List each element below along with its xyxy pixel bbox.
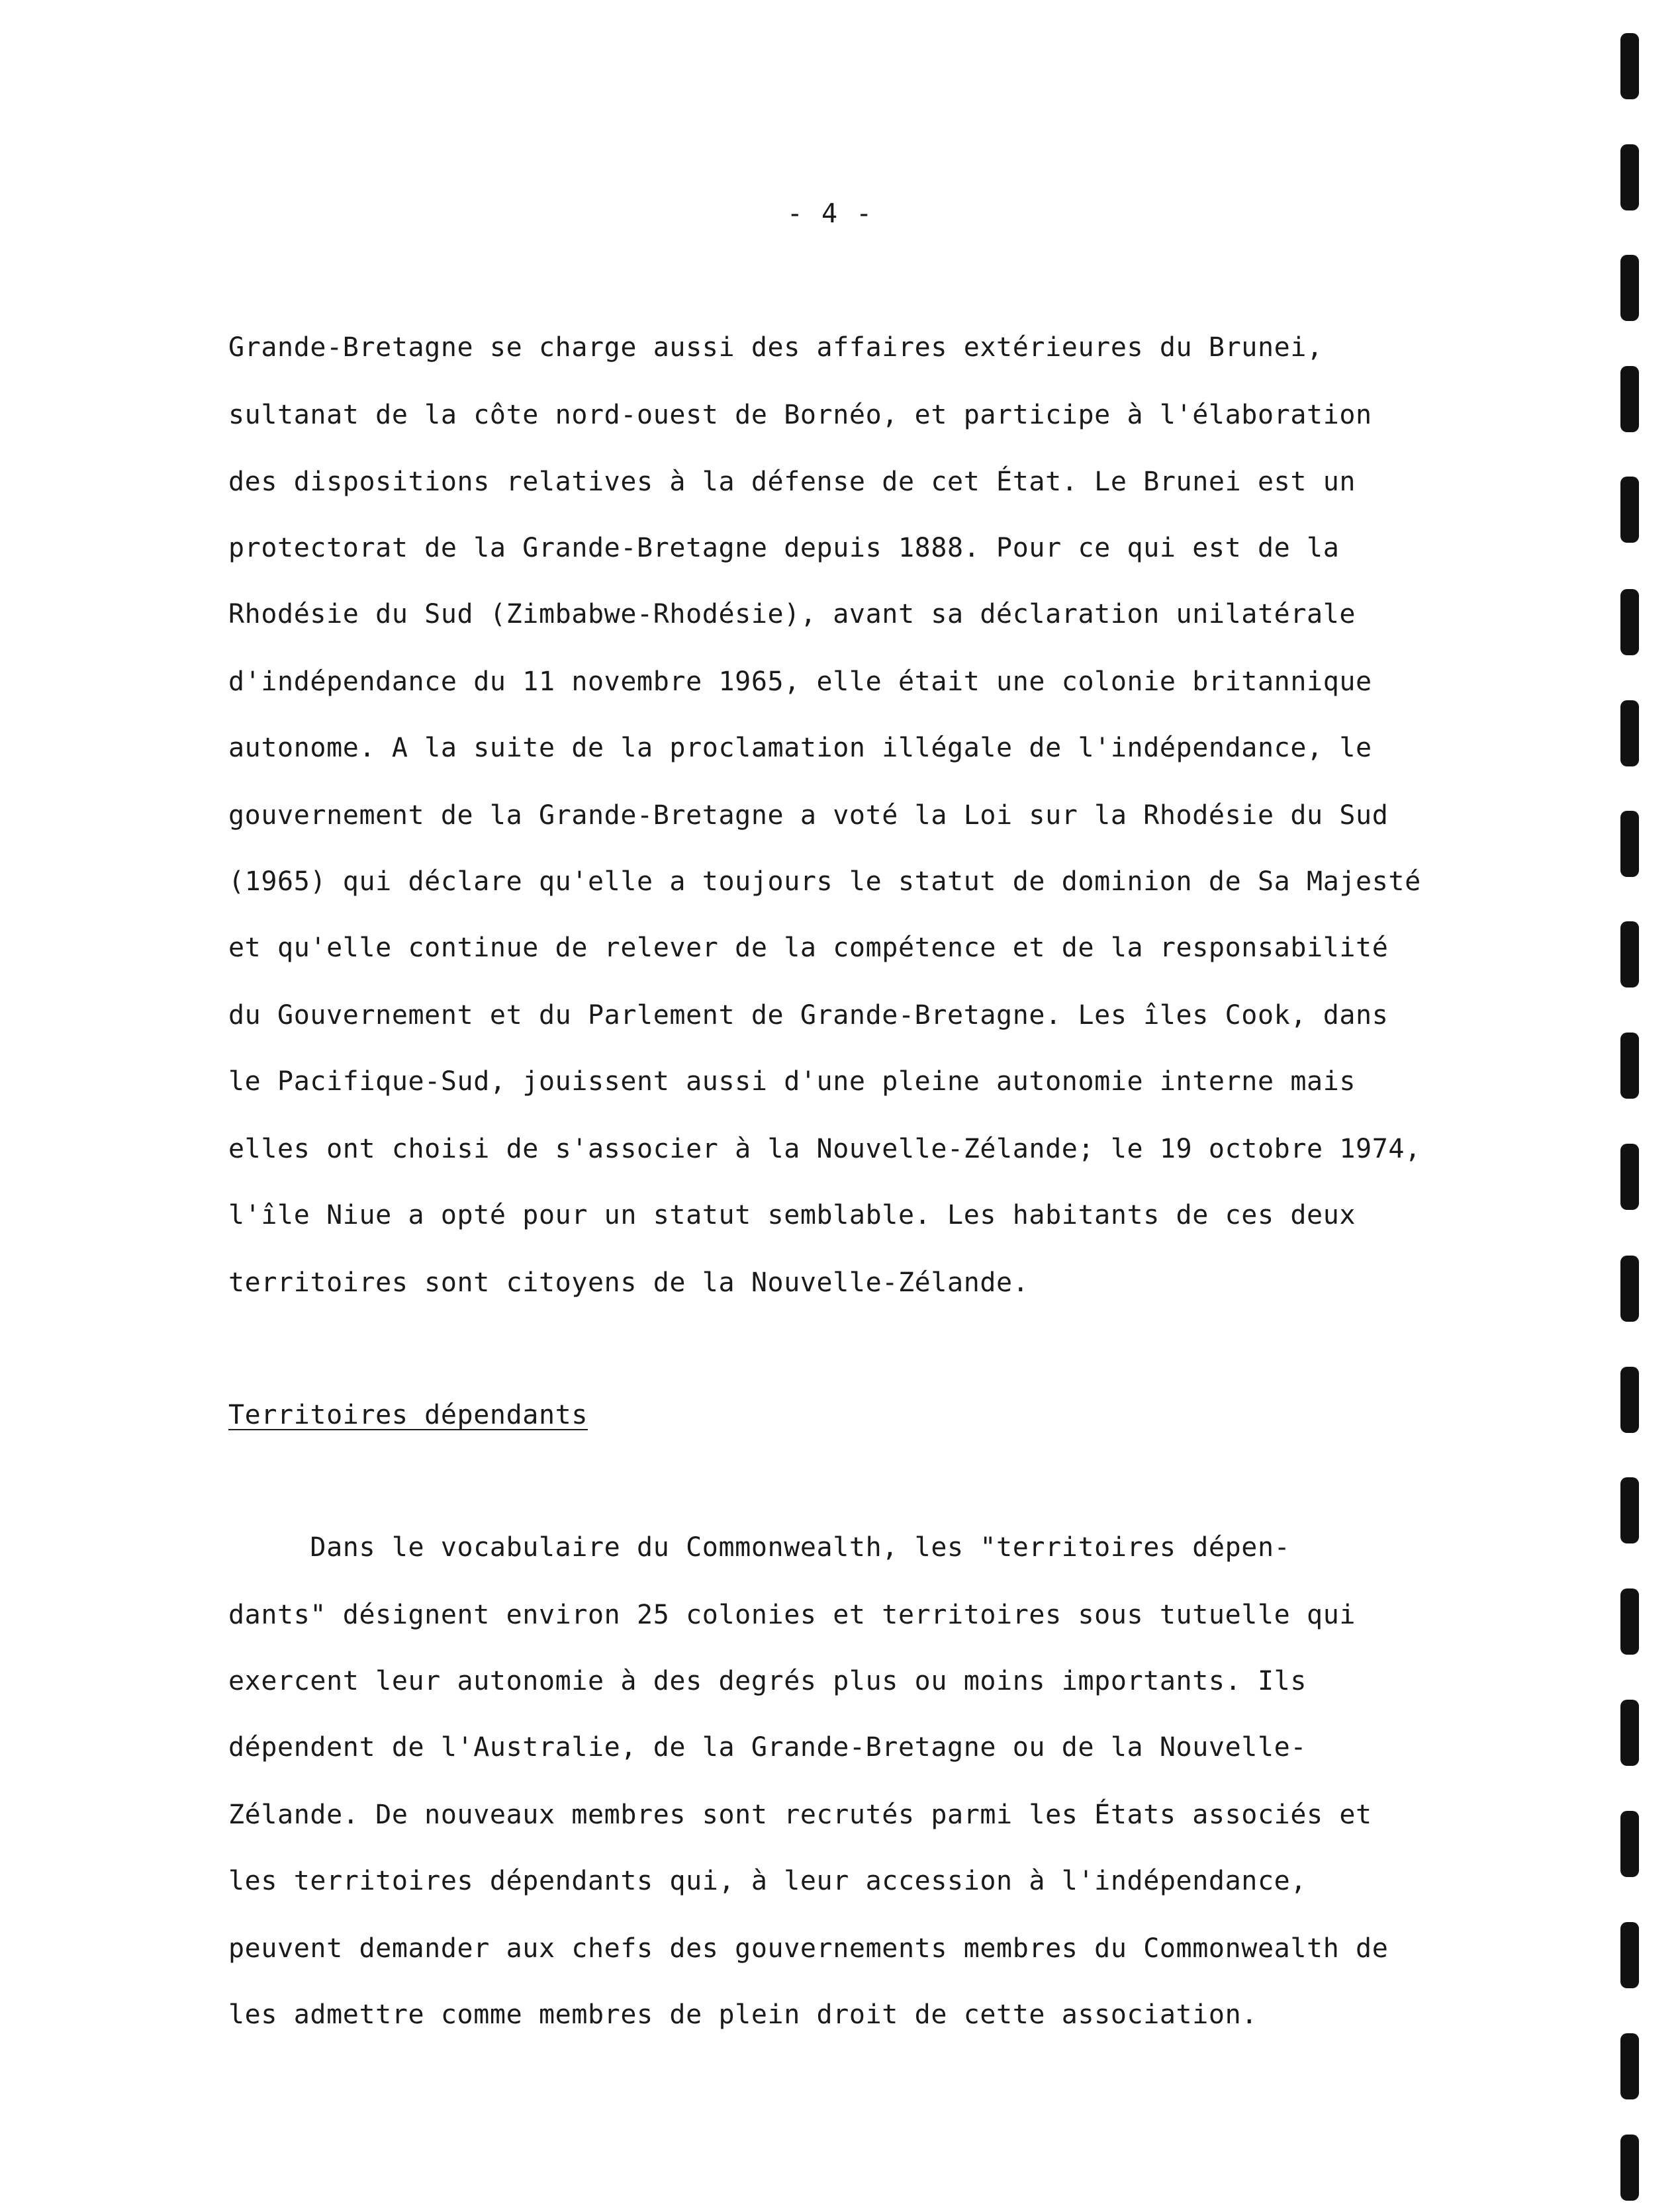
page-number-text: - 4 -	[786, 199, 874, 229]
text-line: autonome. A la suite de la proclamation illégale de l'indépendance, le	[228, 733, 1372, 763]
edge-mark	[1620, 477, 1639, 543]
edge-mark	[1620, 1700, 1639, 1766]
edge-mark	[1620, 1367, 1639, 1433]
text-line: sultanat de la côte nord-ouest de Bornéo, et participe à l'élaboration	[228, 400, 1372, 430]
edge-mark	[1620, 2135, 1639, 2201]
text-line: des dispositions relatives à la défense de cet État. Le Brunei est un	[228, 467, 1356, 497]
text-line: et qu'elle continue de relever de la compétence et de la responsabilité	[228, 933, 1389, 963]
edge-mark	[1620, 255, 1639, 321]
edge-mark	[1620, 921, 1639, 988]
text-line: d'indépendance du 11 novembre 1965, elle était une colonie britannique	[228, 666, 1372, 697]
edge-mark	[1620, 1033, 1639, 1099]
edge-mark	[1620, 589, 1639, 655]
text-line: peuvent demander aux chefs des gouvernements membres du Commonwealth de	[228, 1933, 1389, 1964]
edge-mark	[1620, 1256, 1639, 1322]
edge-mark	[1620, 1477, 1639, 1543]
text-line: du Gouvernement et du Parlement de Grande-Bretagne. Les îles Cook, dans	[228, 1000, 1389, 1031]
text-line: elles ont choisi de s'associer à la Nouvelle-Zélande; le 19 octobre 1974,	[228, 1134, 1421, 1164]
edge-mark	[1620, 1588, 1639, 1655]
edge-mark	[1620, 2033, 1639, 2099]
edge-mark	[1620, 33, 1639, 99]
text-line: Grande-Bretagne se charge aussi des affaires extérieures du Brunei,	[228, 332, 1323, 363]
edge-mark	[1620, 144, 1639, 210]
text-line: territoires sont citoyens de la Nouvelle-Zélande.	[228, 1267, 1029, 1298]
text-line: exercent leur autonomie à des degrés plus ou moins importants. Ils	[228, 1666, 1307, 1696]
text-line: le Pacifique-Sud, jouissent aussi d'une pleine autonomie interne mais	[228, 1066, 1356, 1097]
text-line: (1965) qui déclare qu'elle a toujours le statut de dominion de Sa Majesté	[228, 866, 1421, 897]
text-line: Dans le vocabulaire du Commonwealth, les "territoires dépen-	[228, 1532, 1291, 1563]
page-number	[0, 199, 1680, 229]
edge-mark	[1620, 1922, 1639, 1988]
text-line: Rhodésie du Sud (Zimbabwe-Rhodésie), avant sa déclaration unilatérale	[228, 599, 1356, 629]
edge-mark	[1620, 366, 1639, 432]
text-line: protectorat de la Grande-Bretagne depuis 1888. Pour ce qui est de la	[228, 533, 1340, 563]
section-heading: Territoires dépendants	[228, 1400, 588, 1430]
text-line: les territoires dépendants qui, à leur accession à l'indépendance,	[228, 1866, 1307, 1896]
text-line: gouvernement de la Grande-Bretagne a voté la Loi sur la Rhodésie du Sud	[228, 800, 1389, 831]
text-line: dants" désignent environ 25 colonies et territoires sous tutuelle qui	[228, 1600, 1356, 1630]
text-line: l'île Niue a opté pour un statut semblable. Les habitants de ces deux	[228, 1200, 1356, 1230]
edge-mark	[1620, 1811, 1639, 1877]
text-line: Zélande. De nouveaux membres sont recrutés parmi les États associés et	[228, 1800, 1372, 1830]
edge-mark	[1620, 1144, 1639, 1210]
edge-mark	[1620, 700, 1639, 766]
text-line: dépendent de l'Australie, de la Grande-Bretagne ou de la Nouvelle-	[228, 1732, 1307, 1763]
edge-mark	[1620, 811, 1639, 877]
text-line: les admettre comme membres de plein droit de cette association.	[228, 1999, 1258, 2030]
